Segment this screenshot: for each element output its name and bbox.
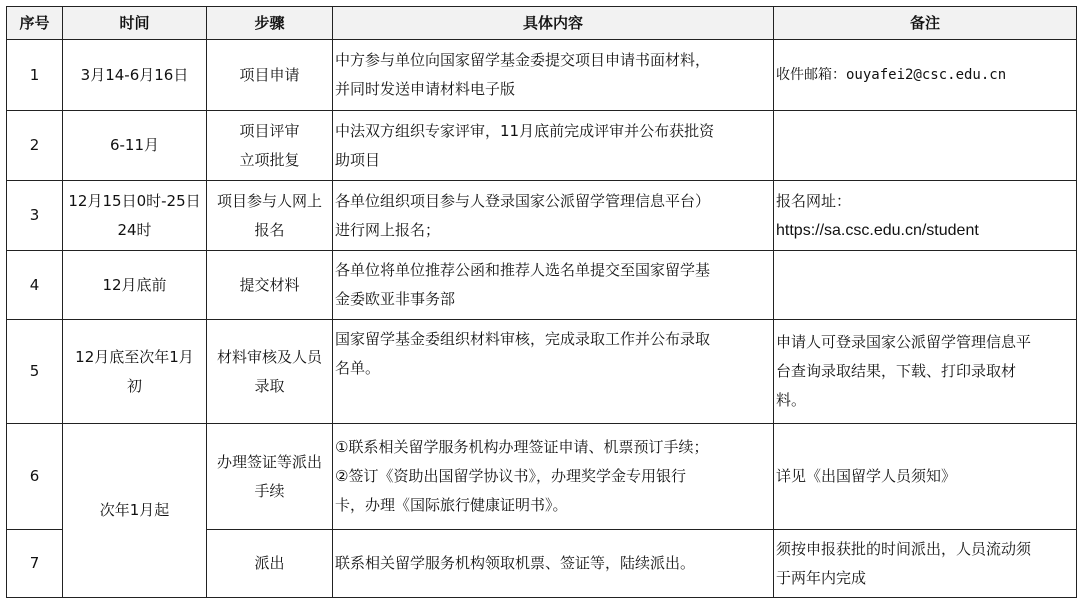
time-line: 初 bbox=[126, 376, 142, 395]
content-line: 联系相关留学服务机构领取机票、签证等，陆续派出。 bbox=[335, 554, 696, 572]
content-cell bbox=[333, 181, 774, 251]
seq-cell: 5 bbox=[7, 320, 63, 424]
seq-cell: 4 bbox=[7, 251, 63, 320]
step-cell: 项目申请 bbox=[207, 40, 333, 111]
table-row bbox=[7, 181, 1077, 251]
time-cell bbox=[63, 320, 207, 424]
table-row bbox=[7, 251, 1077, 320]
step-cell bbox=[207, 424, 333, 530]
seq-cell: 1 bbox=[7, 40, 63, 111]
seq-cell: 6 bbox=[7, 424, 63, 530]
content-line: 国家留学基金委组织材料审核，完成录取工作并公布录取 bbox=[335, 330, 711, 348]
step-cell bbox=[207, 111, 333, 181]
step-cell bbox=[207, 320, 333, 424]
time-line: 12月15日0时-25日 bbox=[68, 191, 201, 210]
content-cell bbox=[333, 40, 774, 111]
content-cell bbox=[333, 424, 774, 530]
step-line: 项目参与人网上 bbox=[216, 191, 322, 210]
content-cell bbox=[333, 251, 774, 320]
header-step: 步骤 bbox=[207, 7, 333, 40]
step-line: 报名 bbox=[254, 220, 285, 239]
step-line: 项目评审 bbox=[239, 121, 300, 140]
header-remark: 备注 bbox=[774, 7, 1077, 40]
seq-cell: 7 bbox=[7, 530, 63, 598]
content-line: ①联系相关留学服务机构办理签证申请、机票预订手续； bbox=[335, 438, 709, 456]
seq-cell: 2 bbox=[7, 111, 63, 181]
step-line: 办理签证等派出 bbox=[216, 452, 322, 471]
remark-cell bbox=[774, 530, 1077, 598]
remark-cell bbox=[774, 424, 1077, 530]
content-line: 各单位组织项目参与人登录国家公派留学管理信息平台） bbox=[335, 191, 711, 210]
step-line: 手续 bbox=[254, 481, 285, 500]
step-cell: 派出 bbox=[207, 530, 333, 598]
remark-label: 报名网址： bbox=[776, 191, 852, 210]
time-line: 24时 bbox=[117, 220, 152, 239]
remark-line: 申请人可登录国家公派留学管理信息平 bbox=[776, 333, 1032, 351]
header-content: 具体内容 bbox=[333, 7, 774, 40]
remark-cell bbox=[774, 320, 1077, 424]
step-line: 录取 bbox=[254, 376, 285, 395]
content-cell bbox=[333, 320, 774, 424]
time-cell: 6-11月 bbox=[63, 111, 207, 181]
header-seq: 序号 bbox=[7, 7, 63, 40]
remark-line: 于两年内完成 bbox=[776, 568, 867, 587]
step-line: 材料审核及人员 bbox=[216, 347, 322, 366]
content-line: 金委欧亚非事务部 bbox=[335, 290, 456, 308]
remark-cell bbox=[774, 251, 1077, 320]
seq-cell: 3 bbox=[7, 181, 63, 251]
content-line: 各单位将单位推荐公函和推荐人选名单提交至国家留学基 bbox=[335, 261, 711, 279]
remark-line: 详见《出国留学人员须知》 bbox=[776, 467, 957, 485]
header-time: 时间 bbox=[63, 7, 207, 40]
step-cell: 提交材料 bbox=[207, 251, 333, 320]
signup-url-link[interactable]: https://sa.csc.edu.cn/student bbox=[776, 221, 979, 239]
remark-cell bbox=[774, 181, 1077, 251]
content-cell bbox=[333, 530, 774, 598]
table-row bbox=[7, 111, 1077, 181]
time-cell: 次年1月起 bbox=[63, 424, 207, 598]
content-line: 进行网上报名； bbox=[335, 220, 441, 239]
remark-cell bbox=[774, 40, 1077, 111]
content-line: 中方参与单位向国家留学基金委提交项目申请书面材料， bbox=[335, 51, 711, 69]
remark-line: 料。 bbox=[776, 391, 807, 409]
remark-line: 须按申报获批的时间派出，人员流动须 bbox=[776, 539, 1032, 558]
table-row bbox=[7, 320, 1077, 424]
header-row bbox=[7, 7, 1077, 40]
content-line: 中法双方组织专家评审，11月底前完成评审并公布获批资 bbox=[335, 121, 715, 140]
content-line: 助项目 bbox=[335, 150, 381, 169]
content-cell bbox=[333, 111, 774, 181]
remark-line: 台查询录取结果，下载、打印录取材 bbox=[776, 362, 1017, 380]
table-row bbox=[7, 40, 1077, 111]
table-row bbox=[7, 424, 1077, 530]
step-cell bbox=[207, 181, 333, 251]
time-line: 12月底至次年1月 bbox=[75, 347, 194, 366]
time-cell bbox=[63, 181, 207, 251]
time-cell: 3月14-6月16日 bbox=[63, 40, 207, 111]
content-line: ②签订《资助出国留学协议书》，办理奖学金专用银行 bbox=[335, 467, 686, 485]
remark-cell bbox=[774, 111, 1077, 181]
schedule-table bbox=[6, 6, 1077, 598]
content-line: 卡，办理《国际旅行健康证明书》。 bbox=[335, 496, 568, 514]
time-cell: 12月底前 bbox=[63, 251, 207, 320]
content-line: 名单。 bbox=[335, 359, 381, 377]
email-remark: 收件邮箱：ouyafei2@csc.edu.cn bbox=[776, 66, 1007, 83]
content-line: 并同时发送申请材料电子版 bbox=[335, 80, 516, 98]
step-line: 立项批复 bbox=[239, 150, 300, 169]
